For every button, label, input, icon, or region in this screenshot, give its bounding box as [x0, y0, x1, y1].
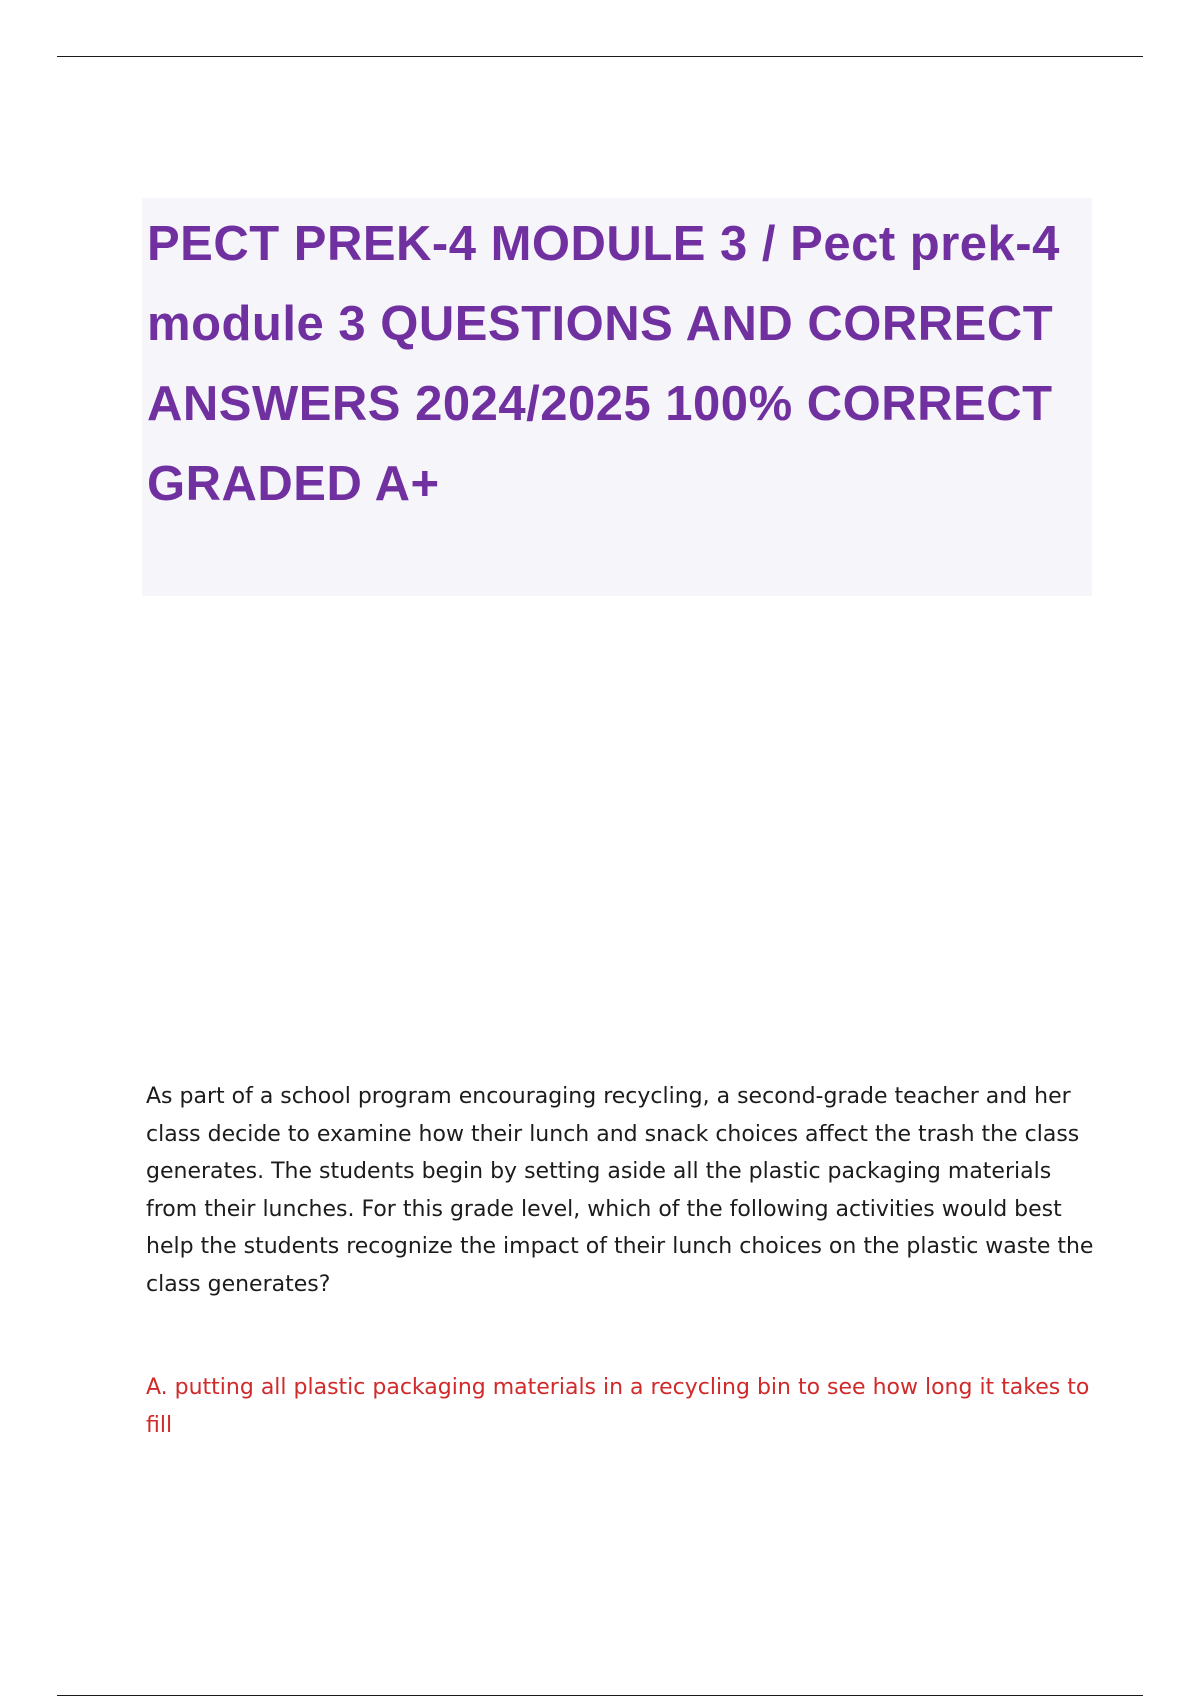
question-text: As part of a school program encouraging recycling, a second-grade teacher and her class decide to examine how their lunch and snack choices affect the trash the class generates. The students begin by setting aside all the plastic packaging materials from their lunches. For this grade level, which of the following activities would best help the students recognize the impact of their lunch choices on the plastic waste the class generates?: [146, 1084, 1094, 1297]
bottom-rule: [57, 1695, 1143, 1696]
title-block: [142, 198, 1092, 596]
document-title: PECT PREK-4 MODULE 3 / Pect prek-4 module 3 QUESTIONS AND CORRECT ANSWERS 2024/2025 100% CORRECT GRADED A+: [147, 217, 1060, 511]
top-rule: [57, 56, 1143, 57]
answer-text: A. putting all plastic packaging materials in a recycling bin to see how long it takes to fill: [146, 1375, 1090, 1438]
